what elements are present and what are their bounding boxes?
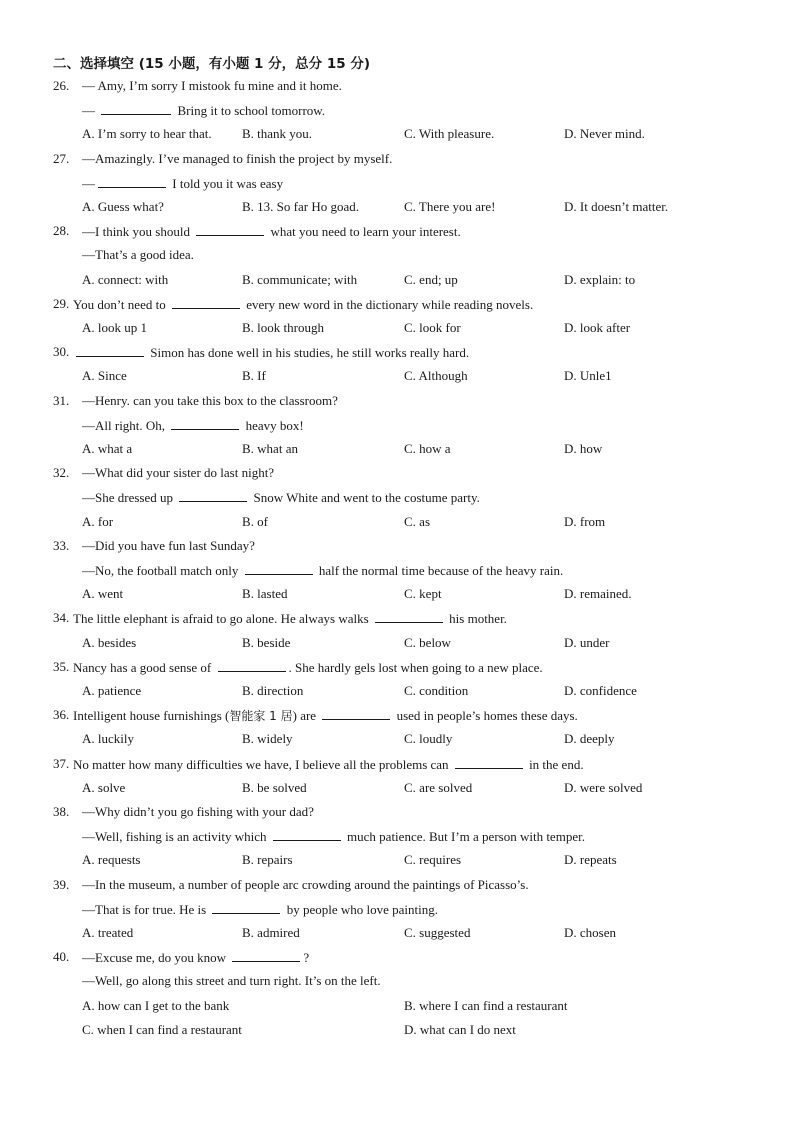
option-d[interactable]: D. under	[564, 634, 610, 650]
option-a[interactable]: A. treated	[82, 925, 134, 940]
option-b[interactable]: B. 13. So far Ho goad.	[242, 199, 359, 214]
option-c[interactable]: C. There you are!	[404, 199, 496, 214]
question-text	[82, 538, 255, 554]
option-d[interactable]: D. how	[564, 441, 603, 456]
text-segment: You don’t need to	[73, 296, 169, 312]
question-number: 37.	[53, 755, 70, 771]
option-a[interactable]: A. for	[82, 513, 114, 529]
option-c[interactable]: C. suggested	[404, 925, 471, 940]
question-text	[73, 610, 507, 627]
answer-blank[interactable]	[322, 707, 390, 720]
question-number: 33.	[53, 537, 70, 553]
text-segment: No matter how many difficulties we have, I believe all the problems can	[73, 756, 452, 772]
text-segment: —What did your sister do last night?	[82, 465, 275, 481]
option-b[interactable]: B. admired	[242, 925, 300, 940]
answer-blank[interactable]	[179, 489, 247, 502]
text-segment: Simon has done well in his studies, he still works really hard.	[147, 345, 470, 361]
option-b[interactable]: B. If	[242, 368, 266, 384]
option-a[interactable]: A. how can I get to the bank	[82, 997, 230, 1013]
chinese-gloss: 智能家 1 居	[229, 709, 293, 724]
option-c[interactable]: C. With pleasure.	[404, 126, 495, 142]
option-b[interactable]: B. direction	[242, 683, 304, 698]
answer-blank[interactable]	[196, 223, 264, 236]
option-a[interactable]: A. Guess what?	[82, 199, 164, 214]
option-d[interactable]: D. confidence	[564, 683, 637, 698]
option-c[interactable]: C. as	[404, 513, 430, 529]
option-d[interactable]: D. explain: to	[564, 271, 636, 287]
question-text	[82, 562, 563, 579]
text-segment: in the end.	[525, 756, 584, 772]
option-a[interactable]: A. luckily	[82, 731, 134, 747]
question-text	[82, 175, 283, 192]
option-c[interactable]: C. when I can find a restaurant	[82, 1021, 242, 1037]
option-a[interactable]: A. besides	[82, 634, 137, 650]
question-text	[82, 973, 381, 989]
question-number: 38.	[53, 804, 70, 819]
question-text	[73, 296, 533, 313]
option-c[interactable]: C. Although	[404, 368, 468, 384]
text-segment: his mother.	[445, 611, 507, 627]
answer-blank[interactable]	[455, 756, 523, 769]
question-text	[73, 659, 543, 676]
answer-blank[interactable]	[76, 344, 144, 357]
text-segment: —	[82, 103, 99, 119]
question-text	[82, 949, 309, 966]
text-segment: —I think you should	[82, 224, 194, 240]
question-number: 29.	[53, 295, 70, 311]
option-d[interactable]: D. repeats	[564, 852, 617, 868]
text-segment: what you need to learn your interest.	[267, 224, 461, 240]
option-d[interactable]: D. what can I do next	[404, 1021, 516, 1037]
option-d[interactable]: D. from	[564, 513, 606, 529]
question-text	[82, 151, 392, 167]
option-b[interactable]: B. where I can find a restaurant	[404, 997, 568, 1013]
option-b[interactable]: B. look through	[242, 320, 324, 335]
text-segment: —Amazingly. I’ve managed to finish the project by myself.	[82, 150, 393, 166]
option-c[interactable]: C. are solved	[404, 779, 473, 795]
answer-blank[interactable]	[172, 296, 240, 309]
text-segment: Nancy has a good sense of	[73, 659, 215, 675]
option-a[interactable]: A. look up 1	[82, 320, 147, 335]
text-segment: by people who love painting.	[283, 901, 438, 917]
text-segment: used in people’s homes these days.	[393, 708, 578, 724]
answer-blank[interactable]	[375, 610, 443, 623]
question-text	[82, 877, 529, 893]
option-c[interactable]: C. look for	[404, 320, 461, 335]
question-text	[82, 78, 342, 94]
question-text	[82, 417, 304, 434]
text-segment: —Well, fishing is an activity which	[82, 829, 270, 845]
text-segment: ) are	[292, 708, 320, 724]
text-segment: ?	[303, 950, 310, 966]
answer-blank[interactable]	[232, 949, 300, 962]
answer-blank[interactable]	[273, 828, 341, 841]
option-b[interactable]: B. beside	[242, 634, 291, 650]
text-segment: —No, the football match only	[82, 563, 242, 578]
question-number: 27.	[53, 150, 70, 166]
option-a[interactable]: A. solve	[82, 779, 126, 795]
text-segment: —Excuse me, do you know	[82, 950, 230, 966]
question-text	[73, 707, 578, 724]
option-d[interactable]: D. remained.	[564, 586, 632, 602]
option-b[interactable]: B. repairs	[242, 852, 293, 868]
question-number: 40.	[53, 949, 70, 965]
text-segment: heavy box!	[242, 417, 304, 433]
question-number: 36.	[53, 707, 70, 723]
question-text	[82, 804, 314, 820]
text-segment: Snow White and went to the costume party.	[250, 490, 480, 506]
text-segment: —All right. Oh,	[82, 417, 169, 433]
question-text	[73, 344, 469, 361]
text-segment: —She dressed up	[82, 490, 177, 506]
option-d[interactable]: D. chosen	[564, 925, 616, 940]
answer-blank[interactable]	[245, 562, 313, 575]
option-d[interactable]: D. Never mind.	[564, 126, 645, 142]
answer-blank[interactable]	[101, 102, 171, 115]
text-segment: Intelligent house furnishings (	[73, 708, 230, 724]
answer-blank[interactable]	[212, 901, 280, 914]
option-a[interactable]: A. I’m sorry to hear that.	[82, 126, 212, 142]
option-a[interactable]: A. requests	[82, 852, 141, 868]
question-number: 26.	[53, 78, 70, 93]
option-a[interactable]: A. what a	[82, 441, 133, 456]
option-d[interactable]: D. were solved	[564, 779, 643, 795]
text-segment: —Well, go along this street and turn right. It’s on the left.	[82, 973, 381, 989]
question-text	[82, 393, 338, 409]
question-number: 35.	[53, 658, 70, 674]
option-a[interactable]: A. Since	[82, 368, 127, 384]
text-segment: every new word in the dictionary while reading novels.	[242, 296, 534, 312]
option-b[interactable]: B. of	[242, 513, 268, 529]
option-b[interactable]: B. what an	[242, 441, 298, 456]
answer-blank[interactable]	[98, 175, 166, 188]
question-text	[73, 756, 584, 773]
option-b[interactable]: B. be solved	[242, 779, 307, 795]
option-a[interactable]: A. went	[82, 586, 124, 602]
option-b[interactable]: B. widely	[242, 731, 293, 747]
text-segment: — Amy, I’m sorry I mistook fu mine and it home.	[82, 78, 342, 93]
text-segment: —Why didn’t you go fishing with your dad?	[82, 804, 314, 819]
question-text	[82, 247, 194, 263]
question-number: 32.	[53, 465, 70, 481]
text-segment: I told you it was easy	[169, 175, 284, 191]
option-c[interactable]: C. requires	[404, 852, 462, 868]
option-b[interactable]: B. lasted	[242, 586, 288, 602]
question-text	[82, 223, 461, 240]
question-text	[82, 102, 325, 119]
option-b[interactable]: B. communicate; with	[242, 271, 358, 287]
option-c[interactable]: C. loudly	[404, 731, 453, 747]
question-text	[82, 901, 438, 918]
question-number: 34.	[53, 610, 70, 626]
option-a[interactable]: A. patience	[82, 683, 142, 698]
text-segment: —	[82, 175, 95, 191]
question-text	[82, 465, 274, 481]
option-c[interactable]: C. condition	[404, 683, 469, 698]
option-a[interactable]: A. connect: with	[82, 271, 169, 287]
option-c[interactable]: C. how a	[404, 441, 451, 456]
text-segment: Bring it to school tomorrow.	[174, 103, 326, 119]
text-segment: —Did you have fun last Sunday?	[82, 537, 255, 553]
question-number: 28.	[53, 223, 70, 239]
question-text	[82, 489, 480, 506]
option-c[interactable]: C. below	[404, 634, 451, 650]
text-segment: —That’s a good idea.	[82, 247, 194, 263]
text-segment: . She hardly gels lost when going to a new place.	[288, 659, 543, 675]
text-segment: much patience. But I’m a person with temper.	[343, 829, 585, 845]
question-number: 30.	[53, 344, 70, 360]
answer-blank[interactable]	[171, 417, 239, 430]
text-segment: —In the museum, a number of people arc crowding around the paintings of Picasso’s.	[82, 876, 529, 892]
text-segment: —That is for true. He is	[82, 901, 210, 917]
text-segment: —Henry. can you take this box to the classroom?	[82, 392, 338, 408]
option-d[interactable]: D. Unle1	[564, 368, 612, 384]
option-c[interactable]: C. kept	[404, 586, 442, 602]
option-d[interactable]: D. deeply	[564, 731, 615, 747]
question-number: 39.	[53, 876, 70, 892]
answer-blank[interactable]	[218, 659, 286, 672]
option-b[interactable]: B. thank you.	[242, 126, 313, 142]
question-number: 31.	[53, 392, 70, 408]
section-heading: 二、选择填空 (15 小题，有小题 1 分，总分 15 分)	[53, 56, 371, 72]
question-text	[82, 828, 585, 845]
text-segment: The little elephant is afraid to go alone. He always walks	[73, 611, 372, 627]
option-d[interactable]: D. look after	[564, 320, 631, 335]
option-c[interactable]: C. end; up	[404, 271, 458, 287]
option-d[interactable]: D. It doesn’t matter.	[564, 199, 669, 214]
text-segment: half the normal time because of the heavy rain.	[315, 563, 564, 578]
